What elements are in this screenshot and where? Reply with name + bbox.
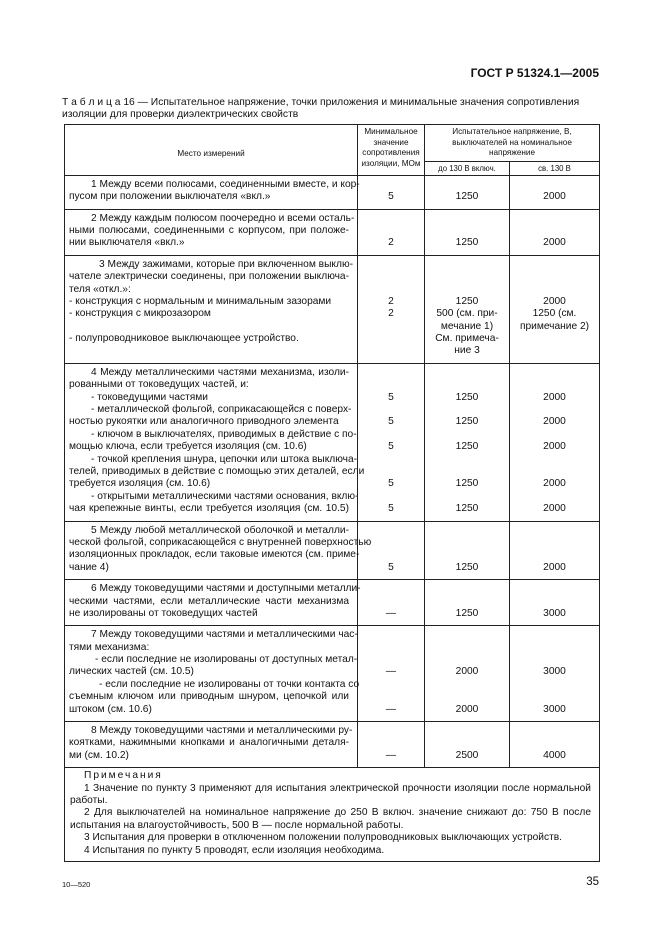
value-line xyxy=(510,284,599,296)
value-line xyxy=(510,345,599,357)
cell-place xyxy=(65,580,361,626)
value-line: — xyxy=(385,607,397,619)
value-line: 3000 xyxy=(543,666,566,678)
cell-place xyxy=(65,255,358,363)
value-line: примечание 2) xyxy=(519,320,590,332)
value-line: 2000 xyxy=(543,441,566,453)
value-line xyxy=(510,429,599,441)
column-header-test-voltage: Испытательное напряжение, В, выключателей на номинальное напряжение xyxy=(425,125,600,162)
cell-place xyxy=(65,175,358,209)
place-line: мощью ключа, если требуется изоляция (см. 10.6) xyxy=(69,441,307,453)
place-line: - ключом в выключателях, приводимых в действие с по- xyxy=(91,428,357,440)
value-line xyxy=(425,583,509,595)
cell-min-resistance xyxy=(358,626,425,722)
value-line xyxy=(358,737,424,749)
place-line: - токоведущими частями xyxy=(91,391,208,403)
cell-voltage-over-130 xyxy=(510,521,600,580)
place-line xyxy=(69,321,349,333)
value-line xyxy=(425,404,509,416)
place-line: - если последние не изолированы от точки контакта со xyxy=(99,678,360,690)
value-line: 5 xyxy=(388,478,394,490)
place-line: телей, приводимых в действие с помощью этих деталей, если xyxy=(69,465,365,477)
value-line xyxy=(510,525,599,537)
value-line xyxy=(510,367,599,379)
table-row xyxy=(65,626,600,722)
value-line: 2000 xyxy=(543,295,566,307)
value-line xyxy=(425,537,509,549)
cell-min-resistance xyxy=(358,363,425,521)
place-line: 5 Между любой металлической оболочкой и металли- xyxy=(91,524,349,536)
value-line: 2000 xyxy=(543,191,566,203)
value-line xyxy=(510,549,599,561)
dielectric-table xyxy=(64,124,600,862)
cell-voltage-up-to-130 xyxy=(425,209,510,255)
place-line: 7 Между токоведущими частями и металлическими час- xyxy=(91,629,358,641)
place-line: - точкой крепления шнура, цепочки или штока выключа- xyxy=(91,453,358,465)
place-line: чателе электрически соединены, при положении выключа- xyxy=(69,271,349,283)
table-row xyxy=(65,363,600,521)
value-line xyxy=(358,679,424,691)
cell-voltage-over-130 xyxy=(510,255,600,363)
value-line: 5 xyxy=(388,416,394,428)
value-line: 5 xyxy=(388,503,394,515)
place-line: не изолированы от токоведущих частей xyxy=(69,607,258,619)
value-line: 1250 xyxy=(455,561,479,573)
value-line: 1250 xyxy=(455,441,479,453)
place-line: - открытыми металлическими частями основания, вклю- xyxy=(91,490,359,502)
value-line xyxy=(358,725,424,737)
place-line: чая крепежные винты, если требуется изоляция (см. 10.5) xyxy=(69,503,349,515)
value-line: 3000 xyxy=(543,703,566,715)
value-line xyxy=(358,179,424,191)
cell-voltage-over-130 xyxy=(510,209,600,255)
value-line xyxy=(358,379,424,391)
print-code: 10—520 xyxy=(62,880,91,889)
value-line: 2000 xyxy=(455,703,479,715)
value-line xyxy=(425,642,509,654)
cell-place xyxy=(65,521,372,580)
value-line xyxy=(425,213,509,225)
value-line: — xyxy=(385,666,397,678)
value-line xyxy=(425,629,509,641)
value-line xyxy=(358,284,424,296)
value-line: 2000 xyxy=(543,561,566,573)
table-caption: Т а б л и ц а 16 — Испытательное напряжение, точки приложения и минимальные значения сопротивления изоляции для проверки диэлектрических свойств xyxy=(62,97,580,120)
value-line xyxy=(358,404,424,416)
value-line xyxy=(510,583,599,595)
value-line: 5 xyxy=(388,391,394,403)
cell-min-resistance xyxy=(358,722,425,768)
place-line: рованными от токоведущих частей, и: xyxy=(69,379,249,391)
value-line: ние 3 xyxy=(454,345,480,357)
place-line: 2 Между каждым полюсом поочередно и всеми осталь- xyxy=(91,212,355,224)
value-line xyxy=(510,491,599,503)
place-line: ческими частями, если металлические части механизма xyxy=(69,595,349,607)
table-row xyxy=(65,175,600,209)
value-line xyxy=(510,596,599,608)
value-line xyxy=(358,654,424,666)
cell-voltage-over-130 xyxy=(510,175,600,209)
column-header-min-resistance: Минимальное значение сопротивления изоляции, МОм xyxy=(358,125,425,176)
value-line: 1250 xyxy=(455,391,479,403)
value-line xyxy=(510,725,599,737)
value-line: 1250 xyxy=(455,478,479,490)
place-line: 3 Между зажимами, которые при включенном выклю- xyxy=(99,258,353,270)
value-line xyxy=(425,225,509,237)
notes-cell xyxy=(65,768,600,862)
place-line: изоляционных прокладок, если таковые имеются (см. приме- xyxy=(69,549,360,561)
cell-min-resistance xyxy=(358,175,425,209)
value-line: мечание 1) xyxy=(440,320,494,332)
place-line: съемным ключом или приводным шнуром, цепочкой или xyxy=(69,691,349,703)
place-line: ми (см. 10.2) xyxy=(69,749,129,761)
value-line xyxy=(510,737,599,749)
value-line xyxy=(510,379,599,391)
value-line xyxy=(425,549,509,561)
value-line xyxy=(510,466,599,478)
value-line xyxy=(510,259,599,271)
place-line: ческой фольгой, соприкасающейся с внутренней поверхностью xyxy=(69,536,372,548)
value-line: 3000 xyxy=(543,607,566,619)
value-line xyxy=(510,404,599,416)
value-line xyxy=(510,537,599,549)
value-line xyxy=(358,429,424,441)
value-line xyxy=(425,379,509,391)
value-line: 4000 xyxy=(543,749,566,761)
place-line: нии выключателя «вкл.» xyxy=(69,237,185,249)
value-line xyxy=(425,179,509,191)
value-line xyxy=(510,654,599,666)
value-line xyxy=(510,271,599,283)
value-line xyxy=(425,284,509,296)
cell-voltage-up-to-130 xyxy=(425,363,510,521)
value-line xyxy=(358,345,424,357)
place-line: 1 Между всеми полюсами, соединенными вместе, и кор- xyxy=(91,178,360,190)
column-header-place: Место измерений xyxy=(65,125,358,176)
value-line xyxy=(510,454,599,466)
cell-min-resistance xyxy=(358,255,425,363)
note-item: 4 Испытания по пункту 5 проводят, если изоляция необходима. xyxy=(84,844,385,856)
table-row xyxy=(65,722,600,768)
cell-voltage-up-to-130 xyxy=(425,255,510,363)
value-line xyxy=(510,629,599,641)
value-line: 1250 xyxy=(455,295,479,307)
place-line: требуется изоляция (см. 10.6) xyxy=(69,478,211,490)
place-line: 4 Между металлическими частями механизма, изоли- xyxy=(91,366,349,378)
value-line xyxy=(510,691,599,703)
value-line xyxy=(425,654,509,666)
value-line: 2000 xyxy=(455,666,479,678)
value-line xyxy=(358,549,424,561)
value-line xyxy=(358,466,424,478)
value-line xyxy=(425,259,509,271)
column-header-up-to-130: до 130 В включ. xyxy=(425,161,510,175)
value-line xyxy=(425,737,509,749)
value-line xyxy=(510,225,599,237)
value-line xyxy=(510,642,599,654)
cell-min-resistance xyxy=(358,521,425,580)
value-line xyxy=(425,491,509,503)
cell-voltage-up-to-130 xyxy=(425,580,510,626)
place-line: - полупроводниковое выключающее устройство. xyxy=(69,333,299,345)
page-number: 35 xyxy=(586,876,599,888)
value-line: 5 xyxy=(388,441,394,453)
value-line: 5 xyxy=(388,191,394,203)
value-line xyxy=(358,367,424,379)
table-row xyxy=(65,255,600,363)
cell-place xyxy=(65,722,358,768)
place-line: тями механизма: xyxy=(69,641,150,653)
value-line xyxy=(358,213,424,225)
cell-voltage-up-to-130 xyxy=(425,626,510,722)
place-line: пусом при положении выключателя «вкл.» xyxy=(69,191,271,203)
notes-title: Примечания xyxy=(84,770,163,782)
value-line xyxy=(425,367,509,379)
value-line xyxy=(358,629,424,641)
value-line xyxy=(425,691,509,703)
value-line xyxy=(358,642,424,654)
value-line xyxy=(358,321,424,333)
value-line: 1250 xyxy=(455,607,479,619)
value-line xyxy=(358,271,424,283)
value-line: 1250 xyxy=(455,237,479,249)
note-item: 3 Испытания для проверки в отключенном положении полупроводниковых выключающих устройств. xyxy=(84,832,562,844)
value-line xyxy=(358,259,424,271)
value-line: 5 xyxy=(388,561,394,573)
value-line xyxy=(358,583,424,595)
value-line xyxy=(425,525,509,537)
value-line: 2500 xyxy=(455,749,479,761)
value-line: 2000 xyxy=(543,416,566,428)
cell-min-resistance xyxy=(358,580,425,626)
value-line xyxy=(425,454,509,466)
value-line: 1250 xyxy=(455,503,479,515)
column-header-over-130: св. 130 В xyxy=(510,161,600,175)
place-line xyxy=(69,345,349,357)
value-line: 2000 xyxy=(543,391,566,403)
value-line: — xyxy=(385,703,397,715)
value-line: 1250 xyxy=(455,191,479,203)
value-line xyxy=(425,596,509,608)
value-line: 2000 xyxy=(543,237,566,249)
cell-voltage-up-to-130 xyxy=(425,722,510,768)
table-row xyxy=(65,521,600,580)
place-line: - конструкция с микрозазором xyxy=(69,308,211,320)
value-line: См. примеча- xyxy=(435,333,499,345)
value-line xyxy=(510,679,599,691)
cell-place xyxy=(65,626,358,722)
value-line xyxy=(358,525,424,537)
place-line: теля «откл.»: xyxy=(69,283,131,295)
cell-voltage-over-130 xyxy=(510,626,600,722)
value-line: 2 xyxy=(388,295,394,307)
value-line xyxy=(425,725,509,737)
cell-min-resistance xyxy=(358,209,425,255)
value-line xyxy=(358,454,424,466)
place-line: лических частей (см. 10.5) xyxy=(69,666,194,678)
value-line xyxy=(358,691,424,703)
value-line: 1250 (см. xyxy=(532,308,577,320)
place-line: - конструкция с нормальным и минимальным зазорами xyxy=(69,295,332,307)
value-line: 2000 xyxy=(543,503,566,515)
cell-voltage-over-130 xyxy=(510,580,600,626)
value-line xyxy=(425,466,509,478)
value-line xyxy=(358,225,424,237)
value-line xyxy=(358,333,424,345)
table-row xyxy=(65,209,600,255)
value-line xyxy=(425,271,509,283)
value-line xyxy=(510,213,599,225)
place-line: штоком (см. 10.6) xyxy=(69,703,152,715)
place-line: ными полюсами, соединенными с корпусом, при положе- xyxy=(69,224,349,236)
value-line xyxy=(358,491,424,503)
value-line: 2 xyxy=(388,237,394,249)
value-line: — xyxy=(385,749,397,761)
value-line xyxy=(425,679,509,691)
value-line xyxy=(510,179,599,191)
value-line: 500 (см. при- xyxy=(436,308,498,320)
value-line xyxy=(510,333,599,345)
cell-voltage-up-to-130 xyxy=(425,175,510,209)
cell-place xyxy=(65,209,358,255)
place-line: ностью рукоятки или аналогичного приводного элемента xyxy=(69,416,339,428)
place-line: - если последние не изолированы от доступных метал- xyxy=(95,654,358,666)
cell-voltage-over-130 xyxy=(510,722,600,768)
document-id: ГОСТ Р 51324.1—2005 xyxy=(470,66,599,80)
cell-place xyxy=(65,363,365,521)
table-row xyxy=(65,580,600,626)
value-line: 1250 xyxy=(455,416,479,428)
value-line: 2000 xyxy=(543,478,566,490)
note-item: 2 Для выключателей на номинальное напряжение до 250 В включ. значение снижают до: 750 В после испытания на влагоустойчивость, 500 В — после нормальной работы. xyxy=(70,807,591,831)
place-line: - металлической фольгой, соприкасающейся с поверх- xyxy=(91,404,352,416)
cell-voltage-over-130 xyxy=(510,363,600,521)
place-line: коятками, нажимными кнопками и аналогичными деталя- xyxy=(69,737,349,749)
value-line xyxy=(425,429,509,441)
place-line: чание 4) xyxy=(69,561,109,573)
note-item: 1 Значение по пункту 3 применяют для испытания электрической прочности изоляции после нормальной работы. xyxy=(70,782,591,806)
place-line: 6 Между токоведущими частями и доступными металли- xyxy=(91,583,361,595)
value-line xyxy=(358,596,424,608)
value-line: 2 xyxy=(388,308,394,320)
cell-voltage-up-to-130 xyxy=(425,521,510,580)
place-line: 8 Между токоведущими частями и металлическими ру- xyxy=(91,725,353,737)
